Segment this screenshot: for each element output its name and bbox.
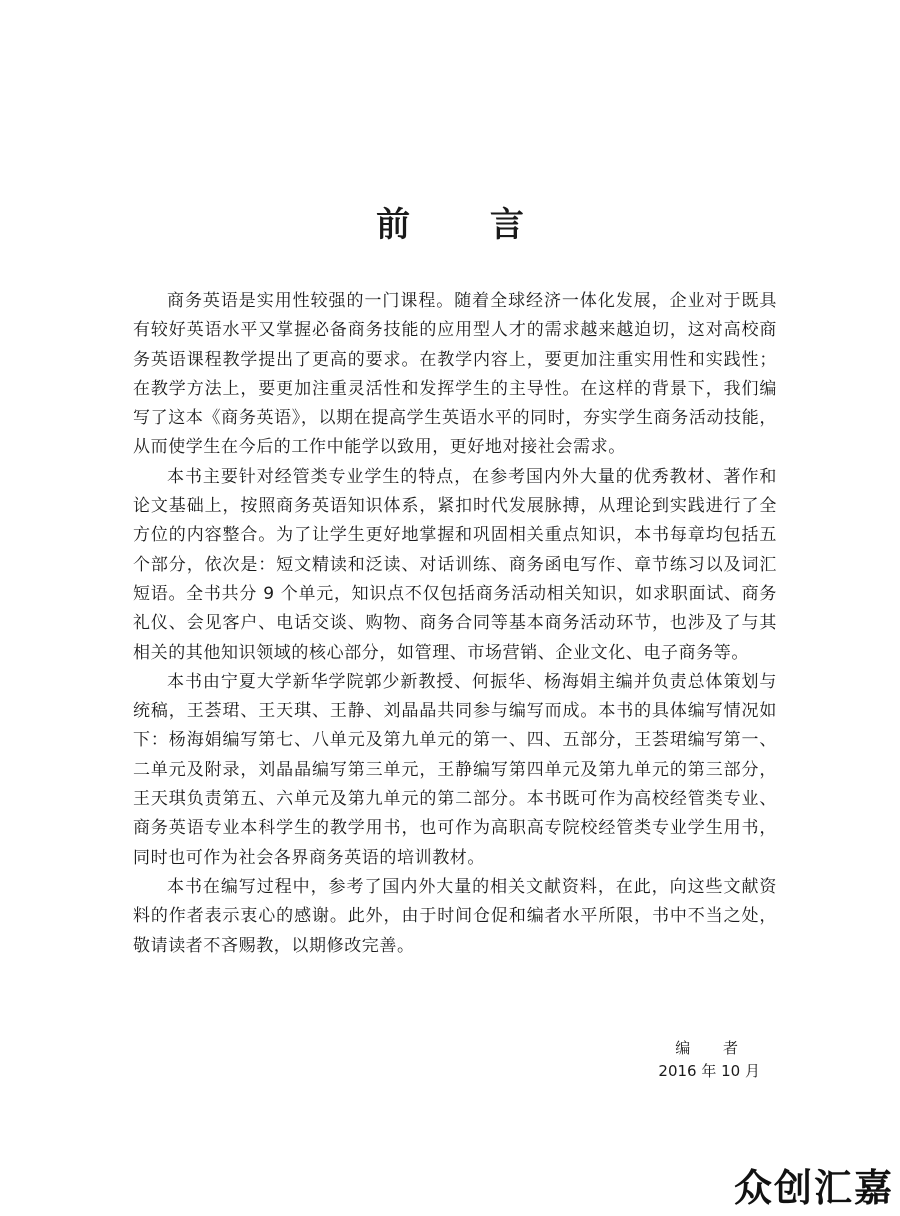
signature-date: 2016 年 10 月 bbox=[658, 1062, 760, 1080]
preface-body bbox=[133, 287, 777, 961]
signature-block bbox=[658, 1037, 760, 1083]
paragraph-2: 本书主要针对经管类专业学生的特点，在参考国内外大量的优秀教材、著作和论文基础上，按照商务英语知识体系，紧扣时代发展脉搏，从理论到实践进行了全方位的内容整合。为了让学生更好地掌握和巩固相关重点知识，本书每章均包括五个部分，依次是：短文精读和泛读、对话训练、商务函电写作、章节练习以及词汇短语。全书共分 9 个单元，知识点不仅包括商务活动相关知识，如求职面试、商务礼仪、会见客户、电话交谈、购物、商务合同等基本商务活动环节，也涉及了与其相关的其他知识领域的核心部分，如管理、市场营销、企业文化、电子商务等。 bbox=[133, 466, 777, 663]
paragraph-3: 本书由宁夏大学新华学院郭少新教授、何振华、杨海娟主编并负责总体策划与统稿，王荟珺、王天琪、王静、刘晶晶共同参与编写而成。本书的具体编写情况如下：杨海娟编写第七、八单元及第九单元的第一、四、五部分，王荟珺编写第一、二单元及附录，刘晶晶编写第三单元，王静编写第四单元及第九单元的第三部分，王天琪负责第五、六单元及第九单元的第二部分。本书既可作为高校经管类专业、商务英语专业本科学生的教学用书，也可作为高职高专院校经管类专业学生用书，同时也可作为社会各界商务英语的培训教材。 bbox=[133, 671, 777, 868]
watermark-logo: 众创汇嘉 bbox=[733, 1166, 894, 1210]
paragraph-4: 本书在编写过程中，参考了国内外大量的相关文献资料，在此，向这些文献资料的作者表示衷心的感谢。此外，由于时间仓促和编者水平所限，书中不当之处，敬请读者不吝赐教，以期修改完善。 bbox=[133, 876, 777, 956]
paragraph-1: 商务英语是实用性较强的一门课程。随着全球经济一体化发展，企业对于既具有较好英语水平又掌握必备商务技能的应用型人才的需求越来越迫切，这对高校商务英语课程教学提出了更高的要求。在教学内容上，要更加注重实用性和实践性；在教学方法上，要更加注重灵活性和发挥学生的主导性。在这样的背景下，我们编写了这本《商务英语》，以期在提高学生英语水平的同时，夯实学生商务活动技能，从而使学生在今后的工作中能学以致用，更好地对接社会需求。 bbox=[133, 291, 777, 458]
signature-editor: 编 者 bbox=[675, 1039, 752, 1057]
page-title: 前 言 bbox=[376, 205, 558, 245]
